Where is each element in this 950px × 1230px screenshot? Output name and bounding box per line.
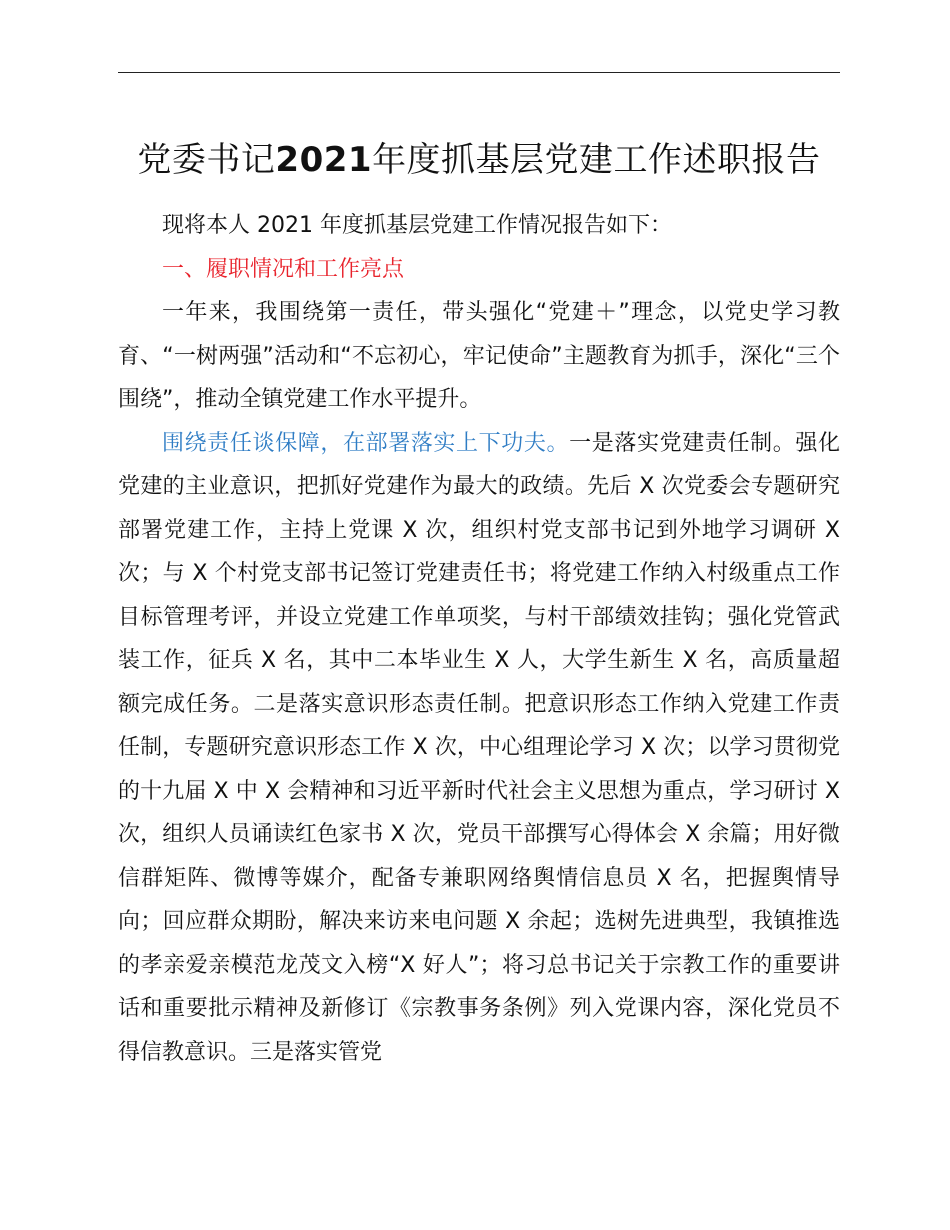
document-body [118, 204, 840, 1074]
section-heading-1: 一、履职情况和工作亮点 [162, 256, 405, 282]
title-suffix: 年度抓基层党建工作述职报告 [372, 140, 821, 180]
intro-paragraph: 现将本人 2021 年度抓基层党建工作情况报告如下： [162, 213, 672, 238]
paragraph-2-subheading: 围绕责任谈保障，在部署落实上下功夫。 [162, 430, 570, 456]
header-rule [118, 72, 840, 73]
paragraph-1: 一年来，我围绕第一责任，带头强化“党建＋”理念，以党史学习教育、“一树两强”活动和“不忘初心，牢记使命”主题教育为抓手，深化“三个围绕”，推动全镇党建工作水平提升。 [118, 300, 840, 412]
title-prefix: 党委书记 [137, 140, 276, 180]
paragraph-2-text: 一是落实党建责任制。强化党建的主业意识，把抓好党建作为最大的政绩。先后 X 次党委会专题研究部署党建工作，主持上党课 X 次，组织村党支部书记到外地学习调研 X 次；与 X 个村党支部书记签订党建责任书；将党建工作纳入村级重点工作目标管理考评，并设立党建工作单项奖，与村干部绩效挂钩；强化党管武装工作，征兵 X 名，其中二本毕业生 X 人，大学生新生 X 名，高质量超额完成任务。二是落实意识形态责任制。把意识形态工作纳入党建工作责任制，专题研究意识形态工作 X 次，中心组理论学习 X 次；以学习贯彻党的十九届 X 中 X 会精神和习近平新时代社会主义思想为重点，学习研讨 X 次，组织人员诵读红色家书 X 次，党员干部撰写心得体会 X 余篇；用好微信群矩阵、微博等媒介，配备专兼职网络舆情信息员 X 名，把握舆情导向；回应群众期盼，解决来访来电问题 X 余起；选树先进典型，我镇推选的孝亲爱亲模范龙茂文入榜“X 好人”；将习总书记关于宗教工作的重要讲话和重要批示精神及新修订《宗教事务条例》列入党课内容，深化党员不得信教意识。三是落实管党 [118, 430, 840, 1065]
title-year: 2021 [275, 140, 373, 180]
paragraph-2 [118, 422, 840, 1075]
document-title [118, 138, 840, 182]
